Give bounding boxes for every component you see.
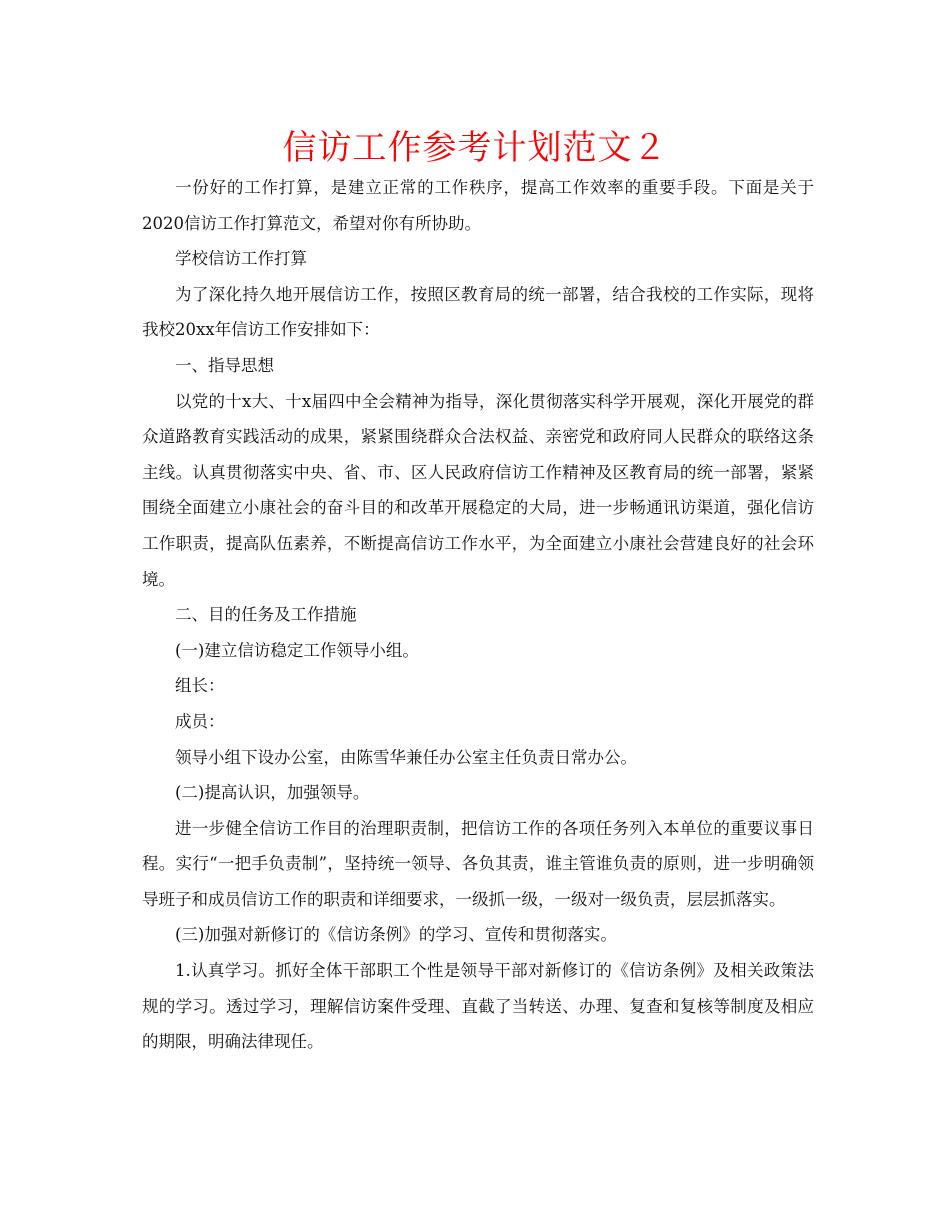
- paragraph-responsibility: 进一步健全信访工作目的治理职责制，把信访工作的各项任务列入本单位的重要议事日程。实行“一把手负责制”，坚持统一领导、各负其责，谁主管谁负责的原则，进一步明确领导班子和成员信访工作的职责和详细要求，一级抓一级，一级对一级负责，层层抓落实。: [142, 818, 814, 909]
- paragraph-study: 1.认真学习。抓好全体干部职工个性是领导干部对新修订的《信访条例》及相关政策法规的学习。透过学习，理解信访案件受理、直截了当转送、办理、复查和复核等制度及相应的期限，明确法律现任。: [142, 961, 814, 1052]
- paragraph-group-leader: 组长：: [175, 676, 225, 696]
- document-body: [142, 170, 814, 1060]
- subsection-heading-regulations: (三)加强对新修订的《信访条例》的学习、宣传和贯彻落实。: [175, 925, 617, 945]
- document-title: 信访工作参考计划范文２: [282, 128, 668, 168]
- subsection-heading-leading-group: (一)建立信访稳定工作领导小组。: [175, 640, 419, 660]
- paragraph-group-members: 成员：: [175, 711, 225, 731]
- paragraph-office-setup: 领导小组下设办公室，由陈雪华兼任办公室主任负责日常办公。: [175, 747, 637, 767]
- paragraph-intro: 一份好的工作打算，是建立正常的工作秩序，提高工作效率的重要手段。下面是关于2020信访工作打算范文，希望对你有所协助。: [142, 178, 814, 233]
- subsection-heading-awareness: (二)提高认识，加强领导。: [175, 783, 370, 803]
- section-heading-goals-measures: 二、目的任务及工作措施: [175, 605, 357, 625]
- paragraph-plan-overview: 为了深化持久地开展信访工作，按照区教育局的统一部署，结合我校的工作实际，现将我校20xx年信访工作安排如下：: [142, 284, 814, 340]
- paragraph-guiding-thought: 以党的十x大、十x届四中全会精神为指导，深化贯彻落实科学开展观，深化开展党的群众道路教育实践活动的成果，紧紧围绕群众合法权益、亲密党和政府同人民群众的联络这条主线。认真贯彻落实中央、省、市、区人民政府信访工作精神及区教育局的统一部署，紧紧围绕全面建立小康社会的奋斗目的和改革开展稳定的大局，进一步畅通讯访渠道，强化信访工作职责，提高队伍素养，不断提高信访工作水平，为全面建立小康社会营建良好的社会环境。: [142, 391, 814, 589]
- section-heading-guiding-thought: 一、指导思想: [175, 355, 274, 375]
- paragraph-school-plan-heading: 学校信访工作打算: [175, 249, 307, 269]
